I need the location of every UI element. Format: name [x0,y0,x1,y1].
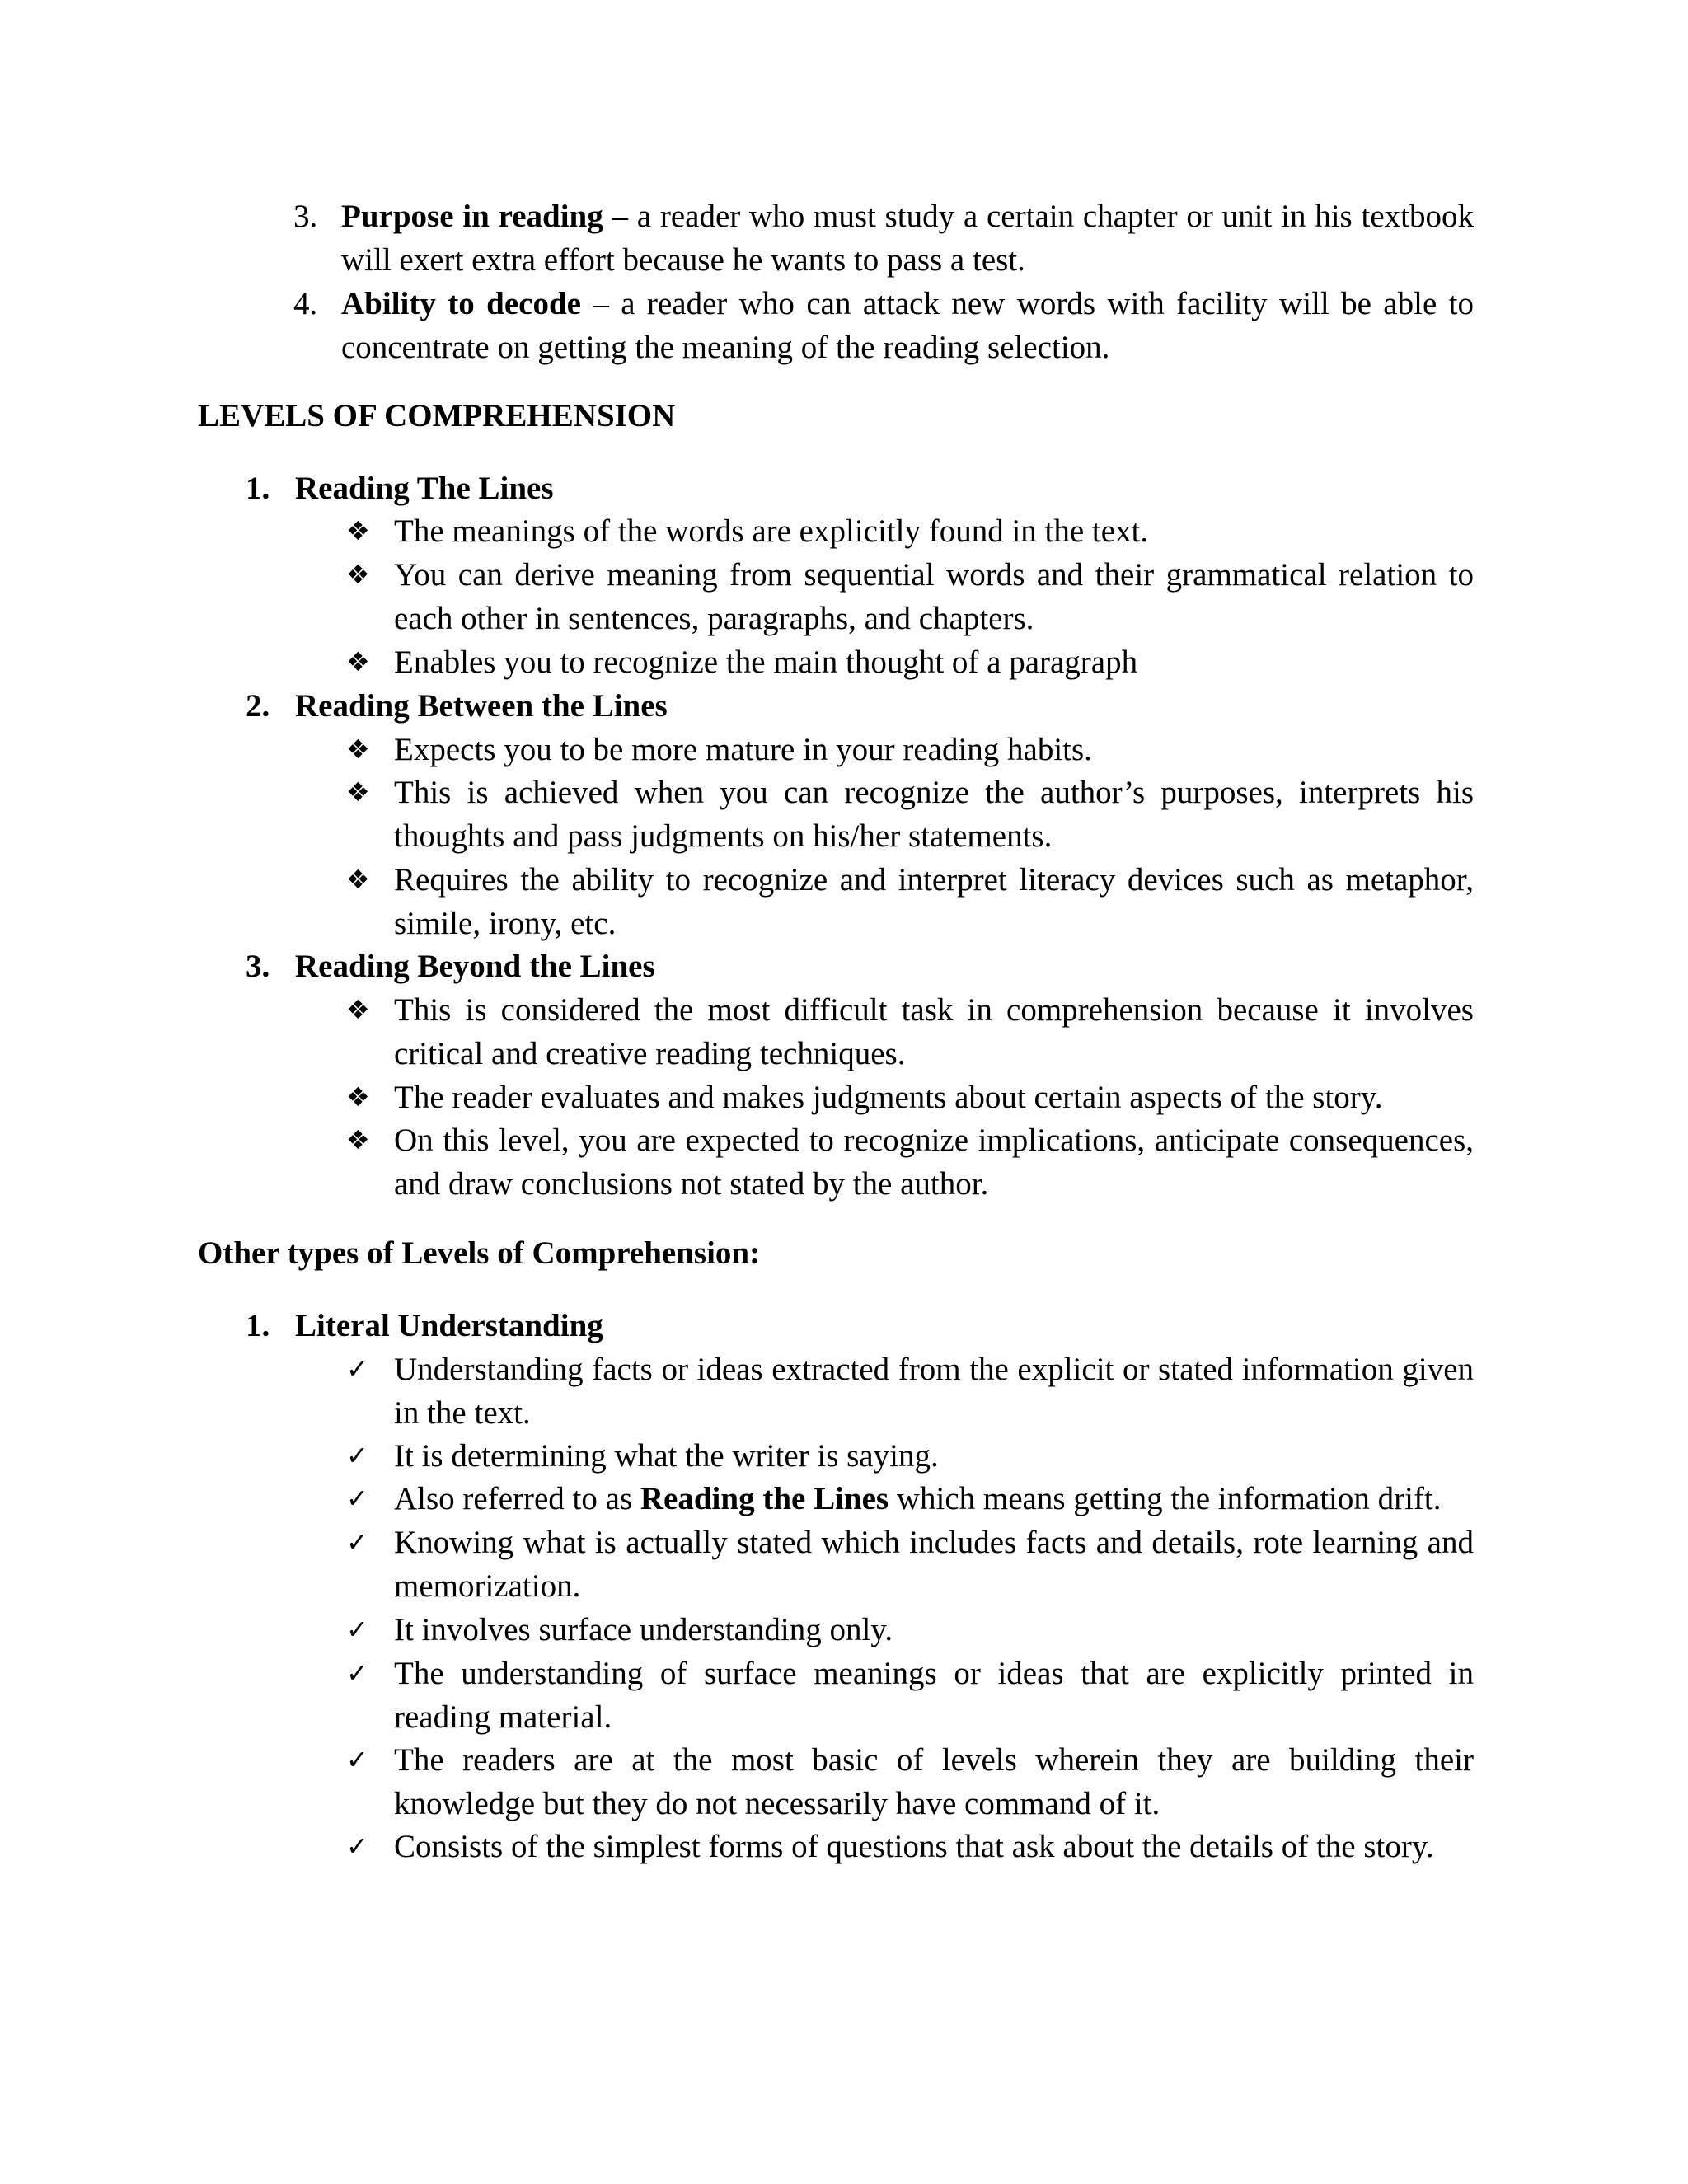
item-number: 3. [293,199,318,234]
level-number: 2. [246,688,270,724]
four-diamond-bullet-icon: ❖ [346,515,370,546]
checkmark-icon: ✓ [346,1526,368,1558]
checkmark-icon: ✓ [346,1483,368,1514]
four-diamond-bullet-icon: ❖ [346,994,370,1025]
level-title-text: Literal Understanding [295,1308,603,1343]
four-diamond-bullet-icon: ❖ [346,864,370,895]
list-item: ❖ Requires the ability to recognize and interpret literacy devices such as metaphor, simile, irony, etc. [394,858,1474,945]
list-item: ✓ Understanding facts or ideas extracted from the explicit or stated information given in the text. [394,1347,1474,1435]
four-diamond-bullet-icon: ❖ [346,733,370,765]
four-diamond-bullet-icon: ❖ [346,776,370,808]
list-item: ✓ Knowing what is actually stated which includes facts and details, rote learning and memorization. [394,1521,1474,1608]
level-title-text: Reading Between the Lines [295,688,668,724]
list-item: ✓ Also referred to as Reading the Lines which means getting the information drift. [394,1477,1474,1521]
checkmark-icon: ✓ [346,1353,368,1385]
four-diamond-bullet-icon: ❖ [346,1124,370,1155]
list-item: ❖ On this level, you are expected to recognize implications, anticipate consequences, and draw conclusions not stated by the author. [394,1118,1474,1206]
list-item: ✓ Consists of the simplest forms of questions that ask about the details of the story. [394,1825,1474,1868]
list-item: ❖ The meanings of the words are explicitly found in the text. [394,509,1474,553]
item-term: Ability to decode [341,286,581,321]
level-number: 1. [246,471,270,506]
level-title-text: Reading Beyond the Lines [295,949,655,984]
level-title [246,466,554,510]
item-term: Purpose in reading [341,199,603,234]
checkmark-icon: ✓ [346,1614,368,1645]
intro-item [293,282,1474,369]
list-item: ✓ It involves surface understanding only. [394,1608,1474,1652]
list-item: ✓ It is determining what the writer is saying. [394,1434,1474,1478]
level-title [246,944,655,988]
level-title [246,1304,603,1347]
level-number: 1. [246,1308,270,1343]
four-diamond-bullet-icon: ❖ [346,646,370,677]
list-item: ❖ This is considered the most difficult task in comprehension because it involves critical and creative reading techniques. [394,988,1474,1076]
list-item: ❖ This is achieved when you can recognize the author’s purposes, interprets his thoughts and pass judgments on his/her statements. [394,771,1474,858]
list-item: ✓ The understanding of surface meanings or ideas that are explicitly printed in reading material. [394,1652,1474,1739]
level-title [246,684,668,728]
four-diamond-bullet-icon: ❖ [346,559,370,590]
section-heading: Other types of Levels of Comprehension: [198,1235,761,1271]
level-number: 3. [246,949,270,984]
item-text: – a reader who must study a certain chapter or unit in his textbook will exert extra effort because he wants to pass a test. [341,199,1474,278]
list-item: ❖ The reader evaluates and makes judgments about certain aspects of the story. [394,1076,1474,1119]
level-title-text: Reading The Lines [295,471,554,506]
checkmark-icon: ✓ [346,1440,368,1471]
intro-item [293,194,1474,282]
four-diamond-bullet-icon: ❖ [346,1081,370,1113]
list-item: ❖ Expects you to be more mature in your reading habits. [394,728,1474,771]
list-item: ❖ Enables you to recognize the main thought of a paragraph [394,640,1474,684]
list-item: ✓ The readers are at the most basic of levels wherein they are building their knowledge but they do not necessarily have command of it. [394,1738,1474,1825]
checkmark-icon: ✓ [346,1657,368,1689]
item-text: – a reader who can attack new words with facility will be able to concentrate on getting the meaning of the reading selection. [341,286,1474,365]
item-number: 4. [293,286,318,321]
list-item: ❖ You can derive meaning from sequential words and their grammatical relation to each other in sentences, paragraphs, and chapters. [394,553,1474,640]
checkmark-icon: ✓ [346,1744,368,1775]
checkmark-icon: ✓ [346,1830,368,1862]
section-heading: LEVELS OF COMPREHENSION [198,398,676,434]
